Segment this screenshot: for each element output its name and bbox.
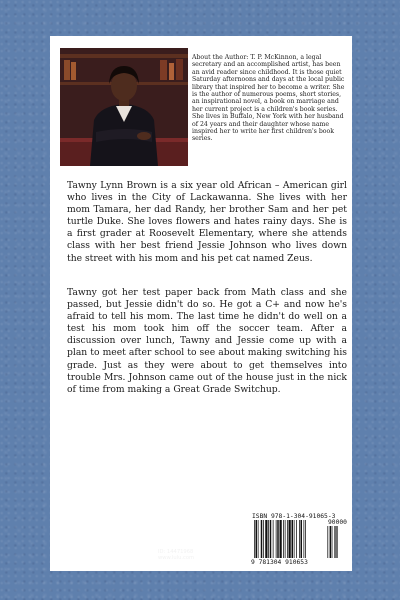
barcode-addon-bar <box>337 526 338 558</box>
barcode-bar <box>285 520 286 558</box>
publisher-info <box>158 549 194 562</box>
isbn-label: ISBN 978-1-304-91065-3 <box>252 513 336 520</box>
barcode-addon-bar <box>327 526 328 558</box>
barcode-bar <box>294 520 295 558</box>
barcode-bar <box>296 520 297 558</box>
publisher-id: ID: 14471968 <box>158 549 194 555</box>
barcode-addon-bar <box>334 526 335 558</box>
barcode-bar <box>263 520 264 558</box>
barcode-bar <box>270 520 272 558</box>
barcode-bar <box>292 520 294 558</box>
isbn-barcode <box>250 512 346 567</box>
barcode-bar <box>277 520 279 558</box>
barcode-bar <box>268 520 269 558</box>
barcode-bars <box>253 520 343 558</box>
barcode-bar <box>283 520 284 558</box>
barcode-number: 9 781304 910653 <box>251 559 308 566</box>
barcode-bar <box>305 520 306 558</box>
barcode-addon-bar <box>329 526 330 558</box>
barcode-bar <box>265 520 267 558</box>
barcode-addon-bar <box>332 526 333 558</box>
barcode-bar <box>301 520 303 558</box>
barcode-bar <box>280 520 282 558</box>
price-code: 90000 <box>328 519 347 526</box>
author-photo <box>60 48 188 166</box>
barcode-bar <box>289 520 291 558</box>
barcode-bar <box>276 520 277 558</box>
barcode-bar <box>261 520 263 558</box>
synopsis-paragraph-1: Tawny Lynn Brown is a six year old African – American girl who lives in the City of Lackawanna. She lives with her mom Tamara, her dad Randy, her brother Sam and her pet turtle Duke. She loves flowers and hates rainy days. She is a first grader at Roosevelt Elementary, where she attends class with her best friend Jessie Johnson who lives down the street with his mom and his pet cat named Zeus. <box>67 180 347 264</box>
barcode-bar <box>299 520 300 558</box>
barcode-addon-bar <box>330 526 331 558</box>
barcode-bar <box>287 520 288 558</box>
barcode-addon-bar <box>335 526 336 558</box>
barcode-bar <box>256 520 258 558</box>
barcode-bar <box>258 520 259 558</box>
publisher-url: www.lulu.com <box>158 555 195 562</box>
barcode-bar <box>254 520 255 558</box>
barcode-bar <box>273 520 274 558</box>
synopsis-paragraph-2: Tawny got her test paper back from Math class and she passed, but Jessie didn't do so. He got a C+ and now he's afraid to tell his mom. The last time he didn't do well on a test his mom took him off the soccer team. After a discussion over lunch, Tawny and Jessie come up with a plan to meet after school to see about making switching his grade. Just as they were about to get themselves into trouble Mrs. Johnson came out of the house just in the nick of time from making a Great Grade Switchup. <box>67 287 347 395</box>
barcode-bar <box>304 520 305 558</box>
author-bio: About the Author: T. P. McKinnon, a legal secretary and an accomplished artist, has been an avid reader since childhood. It is those quiet Saturday afternoons and days at the local public library that inspired her to become a writer. She is the author of numerous poems, short stories, an inspirational novel, a book on marriage and her current project is a children's book series. She lives in Buffalo, New York with her husband of 24 years and their daughter whose name inspired her to write her first children's book series. <box>192 54 345 143</box>
